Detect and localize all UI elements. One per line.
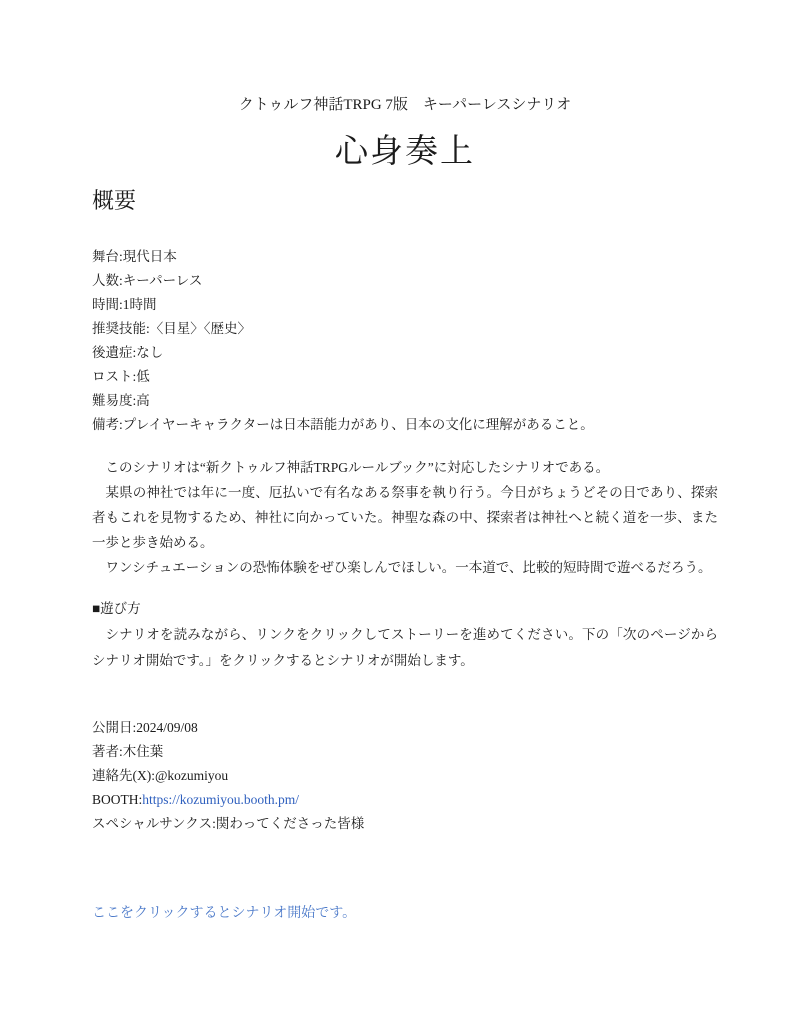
scenario-start-link[interactable]: ここをクリックするとシナリオ開始です。 bbox=[92, 904, 357, 920]
detail-aftereffects: 後遺症:なし bbox=[92, 345, 164, 360]
booth-line bbox=[92, 788, 718, 812]
detail-difficulty: 難易度:高 bbox=[92, 393, 150, 408]
introduction-section bbox=[92, 455, 718, 580]
how-to-play-section bbox=[92, 596, 718, 674]
intro-paragraph-2: 某県の神社では年に一度、厄払いで有名なある祭事を執り行う。今日がちょうどその日であり、探索者もこれを見物するため、神社に向かっていた。神聖な森の中、探索者は神社へと続く道を一歩、また一歩と歩き始める。 bbox=[92, 485, 718, 550]
series-label: クトゥルフ神話TRPG 7版 キーパーレスシナリオ bbox=[238, 97, 572, 113]
how-to-play-heading: ■遊び方 bbox=[92, 601, 141, 616]
detail-lost: ロスト:低 bbox=[92, 369, 150, 384]
detail-players: 人数:キーパーレス bbox=[92, 273, 203, 288]
overview-heading: 概要 bbox=[92, 188, 137, 213]
publish-date: 公開日:2024/09/08 bbox=[92, 720, 198, 735]
author: 著者:木住葉 bbox=[92, 744, 164, 759]
page-title: 心身奏上 bbox=[335, 134, 475, 170]
overview-details bbox=[92, 245, 718, 437]
intro-paragraph-3: ワンシチュエーションの恐怖体験をぜひ楽しんでほしい。一本道で、比較的短時間で遊べるだろう。 bbox=[105, 560, 712, 575]
detail-stage: 舞台:現代日本 bbox=[92, 249, 177, 264]
detail-time: 時間:1時間 bbox=[92, 297, 157, 312]
booth-label: BOOTH: bbox=[92, 792, 143, 807]
intro-paragraph-1: このシナリオは“新クトゥルフ神話TRPGルールブック”に対応したシナリオである。 bbox=[105, 460, 610, 475]
credits-section bbox=[92, 716, 718, 836]
booth-link[interactable]: https://kozumiyou.booth.pm/ bbox=[142, 792, 300, 807]
detail-skills: 推奨技能:〈目星〉〈歴史〉 bbox=[92, 321, 252, 336]
how-to-play-body: シナリオを読みながら、リンクをクリックしてストーリーを進めてください。下の「次のページからシナリオ開始です。」をクリックするとシナリオが開始します。 bbox=[92, 627, 718, 668]
special-thanks: スペシャルサンクス:関わってくださった皆様 bbox=[92, 816, 365, 831]
contact-x: 連絡先(X):@kozumiyou bbox=[92, 768, 229, 783]
detail-notes: 備考:プレイヤーキャラクターは日本語能力があり、日本の文化に理解があること。 bbox=[92, 417, 594, 432]
